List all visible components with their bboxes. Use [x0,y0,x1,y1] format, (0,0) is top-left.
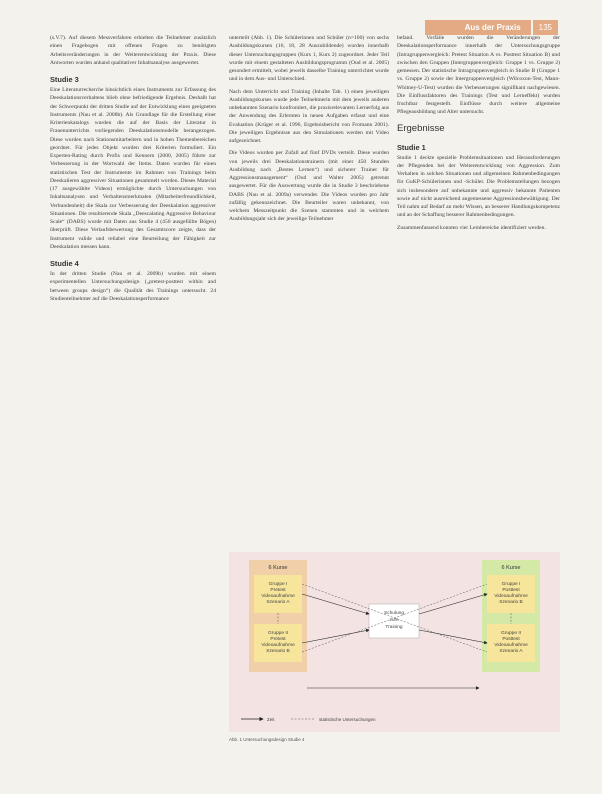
center-training-label: Schulung zum Training [383,611,405,630]
legend-time-label: Zeit [267,717,275,722]
running-header [425,20,558,35]
left-box-1-label: Gruppe I Pretest Videoaufnahme Szenario A [261,582,295,605]
right-panel-header: 6 Kurse [501,565,521,571]
header-section-title: Aus der Praxis [425,20,531,35]
paragraph: (s.V.7). Auf diesem Messverfahren erhielten die Teilnehmer zusätzlich einen Fragebogen mit offenen Fragen zu benötigten Arbeitsveränderungen in der Weiterentwicklung der Praxis. Diese Antworten wurden anhand qualitativer Inhaltsanalyse ausgewertet. [50,35,216,66]
left-panel-header: 6 Kurse [268,565,288,571]
section-heading: Ergebnisse [397,122,445,134]
section-heading: Studie 3 [50,75,79,84]
arrow-center-r1 [419,594,487,614]
text-column-3 [397,34,560,236]
figure-caption: Abb. 1 Untersuchungsdesign Studie 4 [229,737,305,742]
legend-dashed-label: statistische Untersuchungen [319,717,376,722]
text-column-2 [229,34,389,228]
paragraph: Zusammenfassend konnten vier Lernbereiche identifiziert werden. [397,224,546,231]
paragraph: unterteilt (Abb. 1). Die Schülerinnen und Schüler (n=100) von sechs Ausbildungskursen (16, 18, 28 Auszubildende) wurden innerhalb dieser Untersuchungsgruppen (Kurs 1, Kurs 2) zugeordnet. Jeder Teil wurde mit einem gestalteten Ausbildungsprogramm (Oud et al. 2005) gesondert ermittelt, wobei jeweils dasselbe Training unterrichtet wurde und in dem Aus- und Unterschied. [229,35,389,83]
arrow-center-r2 [419,630,487,643]
left-box-2-label: Gruppe II Pretest Videoaufnahme Szenario B [261,631,295,654]
paragraph: Nach dem Unterricht und Training (Inhalte Tab. 1) einen jeweiligen Ausbildungskurses wurde jede Teilnehmerin mit dem jeweils anderen unbekannten Szenario konfrontiert, die praxisrelevanten Lernerfolg aus der Anwendung des Erlernten in neuen Aufgaben erfasst und eine Evaluation (Krüger et al. 1996, Ergebnisbericht von Fromann 2001). Die jeweiligen Ergebnisse aus den Simulationen werden mit Video aufgezeichnet. [229,88,389,144]
paragraph: Die Videos wurden per Zufall auf fünf DVDs verteilt. Diese wurden von jeweils drei Deeskalationstrainern (mit einer 450 Stunden Ausbildung nach „Bestes Lernen“) und sicherer Trainer für Aggressionsmanagement“ (Oud und Walter 2005) getrennt ausgewertet. Für die Auswertung wurde die in Studie 3 beschriebene DABS (Nau et al. 2009a) verwendet. Die Videos wurden pro Jahr zufällig gekennzeichnet. Die Beurteiler waren unbekannt, von welchem Messzeitpunkt die Szenen stammten und in welchem Ausbildungsjahr sich der jeweilige Teilnehmer [229,150,389,223]
paragraph: In der dritten Studie (Nau et al. 2009b) wurden mit einem experimentellen Untersuchungsdesign („pretest-posttest within and between groups design“) die Qualität des Trainings untersucht. 24 Studienteilnehmer auf die Deeskalationsperformance [50,271,216,302]
arrow-l2-center [302,630,369,643]
study-design-diagram [229,552,560,732]
text-column-1 [50,34,216,307]
paragraph: befand. Vorfälle wurden die Veränderungen der Deeskalationsperformance innerhalb der Untersuchungsgruppe (Intragruppenvergleich: Pretest Situation A vs. Posttest Situation B) und zwischen den Gruppen (Intergruppenvergleich: Gruppe 1 vs. Gruppe 2) gemessen. Der statistische Intragruppenvergleich in Studie B (Gruppe 1 vs. Gruppe 2) sowie der Intergruppenvergleich (Wilcoxon-Test, Mann-Whitney-U-Test) wurden die Verbesserungen signifikant nachgewiesen. Die Einflussfaktoren des Trainings (Test und Lerneffekt) wurden fruchtbar festgestellt. Einflüsse durch weitere allgemeine Pflegeausbildung und Alter untersucht. [397,35,560,116]
paragraph: Eine Literaturrecherche hinsichtlich eines Instruments zur Erfassung des Deeskalationsverhaltens blieb ohne befriedigende Ergebnis. Deshalb hat der Schwerpunkt der dritten Studie auf der Entwicklung eines geeigneten Instruments (Nau et al. 2008b). Als Grundlage für die Erstellung einer Kriterienkatalogs wurden die auf der Basis der Literatur in Frauenunterrichts vorliegenden Deeskalationsmodelle herangezogen. Diese wurden nach Stationsmitarbeitern und in hohen Themenbereichen geordnet. Für jedes Objekt wurden drei Kriterien formuliert. Ein Experten-Rating durch Profis und Kennern (2000, 2005) führte zur Verbesserung in der Wortwahl der Items. Daten wurden für einen statistischen Test der Instrumente im Rahmen von Trainings beim Deeskalieren aggressiver Situationen gesammelt worden. Dieses Material (17 ausgewählte Videos) ermöglichte durch Untersuchungen von Inhaltsanalysen und Verhaltensmerkmalen (Mitarbeiterfreundlichkeit, Verbundenheit) die Skala zur Verbesserung der Deeskalation aggressiver Situationen. Die resultierende Skala „Deescalating Aggressive Behaviour Scale“ (DABS) wurde mit Daten aus Studie 4 (450 ausgefüllte Bögen) überprüft. Diese Verlaufsbewertung des Gesamtscore zeigte, dass der Instrument valide und reliabel eine Beurteilung der Fähigkeit zur Deeskalation messen kann. [50,87,216,250]
right-box-2-label: Gruppe II Posttest Videoaufnahme Szenario A [494,631,528,654]
section-heading: Studie 1 [397,142,426,152]
paragraph: Studie 1 deckte spezielle Problemsituationen und Herausforderungen der Pflegenden bei der Weiterentwicklung von Aggression. Zum Verhalten in solchen Situationen und allgemeinen Rahmenbedingungen für GuKP-Schülerinnen und -Schüler. Die Problemstellungen bezogen sich insbesondere auf unbekannte und aggressiv bekannte Patienten sowie auf nicht ausreichend angemessene Aggressionsbewältigung. Der Teil nahm auf Bedarf an mehr Wissen, an besserer Handlungskompetenz und an der Schaffung besserer Rahmenbedingungen. [397,154,560,219]
page-number: 135 [533,20,558,35]
arrow-l1-center [302,594,369,614]
section-heading: Studie 4 [50,259,79,268]
study-design-figure [229,552,560,732]
right-box-1-label: Gruppe I Posttest Videoaufnahme Szenario B [494,582,528,605]
